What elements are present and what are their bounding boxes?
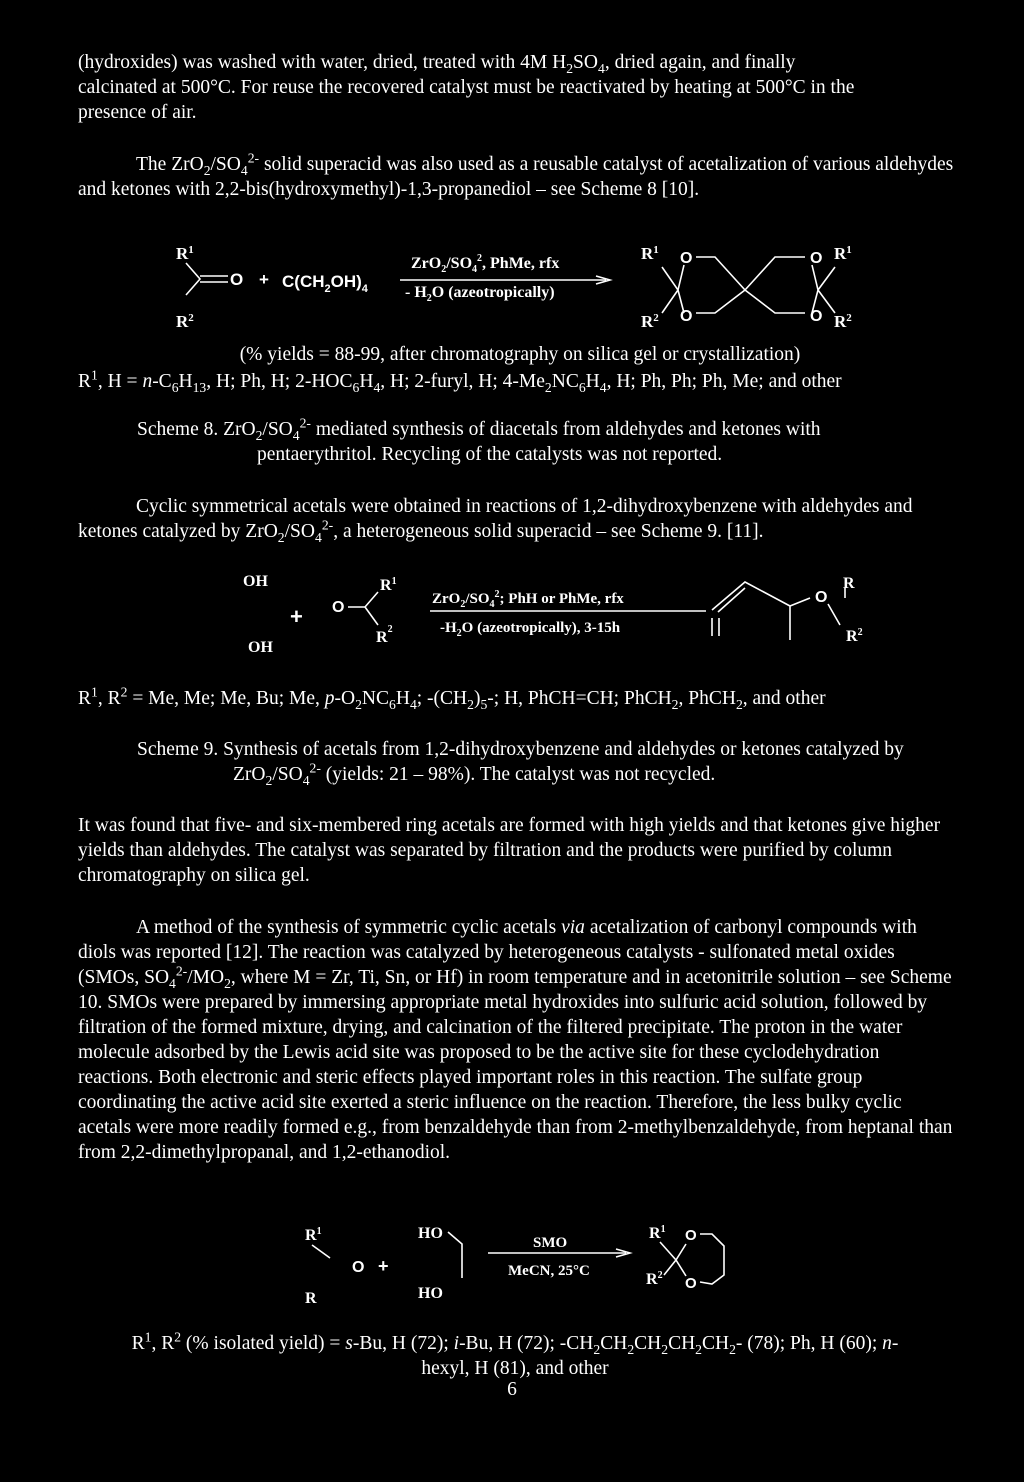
s10-plus: + <box>378 1256 389 1276</box>
s9-o: O <box>332 599 345 616</box>
s8-prod-r2-left: $R^2$ <box>641 312 659 331</box>
s10-o: O <box>352 1259 365 1276</box>
p1-text: calcinated at 500°C. For reuse the recovered catalyst must be reactivated by heating at 500°C in the <box>78 77 855 98</box>
s8-prod-r2-right: $R^2$ <box>834 312 852 331</box>
s8-r1: $R^1$ <box>176 244 194 263</box>
p2-text: solid superacid was also used as a reusable catalyst of acetalization of various aldehydes and ketones with 2,2-bis(hydroxymethyl)-1,3-propanediol – see Scheme 8 [10]. <box>78 154 954 200</box>
s9-r2: $R^2$ <box>376 624 393 646</box>
scheme-8-caption: Scheme 8. $ZrO_2/SO_4^{2-}$ mediated synthesis of diacetals from aldehydes and ketones with pentaerythritol. Recycling of the catalysts was not reported. <box>137 415 821 465</box>
s9-oh-top: OH <box>243 573 268 590</box>
s8-condition-bottom: - $H_2O$ (azeotropically) <box>405 284 555 304</box>
s8-plus: + <box>259 270 269 289</box>
p1-sub: 4 <box>597 60 605 76</box>
p2-sub: 2 <box>203 162 211 178</box>
p2-sup: 2- <box>247 150 260 166</box>
s9-plus: + <box>290 604 303 629</box>
s8-prod-o1: O <box>680 250 693 267</box>
s10-r1: $R^1$ <box>305 1226 322 1244</box>
s10-prod-r2: $R^2$ <box>646 1270 663 1288</box>
s8-condition-top: $ZrO_2/SO_4^2$, PhMe, rfx <box>411 253 560 275</box>
s9-condition-top: $ZrO_2/SO_4^2$; PhH or PhMe, rfx <box>432 589 624 610</box>
s10-r1-bond <box>312 1245 330 1258</box>
s10-condition-bottom: MeCN, 25°C <box>508 1263 590 1279</box>
s10-ho-top: HO <box>418 1225 443 1242</box>
paragraph-2 <box>78 152 958 202</box>
s9-substituents: $R^1$, $R^2 = Me$, Me; Me, Bu; Me, $p-O_2NC_6H_4$; $-(CH_2)_5-$; H, PhCH=CH; PhCH$_2$, PhCH$_2$, and other <box>78 684 826 712</box>
s10-substituents: $R^1$, $R^2$ (% isolated yield) = s-Bu, H (72); i-Bu, H (72); $-CH_2CH_2CH_2CH_2CH_2-$ (78); Ph, H (60); n- hexyl, H (81), and other <box>131 1329 899 1379</box>
page-number: 6 <box>507 1379 517 1400</box>
s8-prod-o4: O <box>810 308 823 325</box>
p2-text: /SO <box>210 154 241 175</box>
s9-oh-bottom: OH <box>248 639 273 656</box>
scheme-9-caption: Scheme 9. Synthesis of acetals from 1,2-dihydroxybenzene and aldehydes or ketones catalyzed by $ZrO_2/SO_4^{2-}$ (yields: 21 – 98%). The catalyst was not recycled. <box>137 739 904 788</box>
s8-prod-r1-right: $R^1$ <box>834 244 852 263</box>
s10-prod-o-top: O <box>685 1227 697 1244</box>
p2-sub: 4 <box>240 162 248 178</box>
paragraph-1 <box>78 50 958 125</box>
s9-carbonyl-bonds <box>348 592 378 625</box>
s10-prod-o-bottom: O <box>685 1275 697 1292</box>
scheme-9-diagram <box>0 570 1024 670</box>
s8-carbonyl-o: O <box>230 270 244 289</box>
s9-product-r: R <box>843 575 855 592</box>
s8-yields: (% yields = 88-99, after chromatography on silica gel or crystallization) <box>239 344 801 365</box>
scheme-8-diagram <box>0 235 1024 335</box>
s8-r2: $R^2$ <box>176 312 194 331</box>
s8-prod-o3: O <box>810 250 823 267</box>
paragraph-3: Cyclic symmetrical acetals were obtained in reactions of 1,2-dihydroxybenzene with aldehydes and ketones catalyzed by $ZrO_2/SO_4^{2-}$, a heterogeneous solid superacid – see Scheme 9. [11]. <box>78 496 913 545</box>
s9-r1: $R^1$ <box>380 576 397 594</box>
s8-carbonyl-bonds <box>186 263 200 295</box>
s9-product-r2: $R^2$ <box>846 627 863 645</box>
s10-diol-bonds <box>448 1232 462 1278</box>
s10-prod-r1: $R^1$ <box>649 1224 666 1242</box>
paragraph-4: It was found that five- and six-membered ring acetals are formed with high yields and that ketones give higher yields than aldehydes. The catalyst was separated by filtration and the products were purified by column chromatography on silica gel. <box>78 815 941 886</box>
p2-text: The ZrO <box>136 154 204 175</box>
p1-sub: 2 <box>566 60 574 76</box>
p1-text: , dried again, and finally <box>604 52 796 73</box>
scheme-10-diagram <box>0 1220 1024 1310</box>
p1-text: presence of air. <box>78 102 197 123</box>
s8-prod-o2: O <box>680 308 693 325</box>
s10-r: R <box>305 1290 317 1307</box>
s8-substituents: $R^1$, $H = n-C_6H_{13}$, H; Ph, H; $2-HOC_6H_4$, H; 2-furyl, H; $4-Me_2NC_6H_4$, H; Ph, Ph; Ph, Me; and other <box>78 367 842 395</box>
s9-condition-bottom: $-H_2O$ (azeotropically), 3-15h <box>440 620 621 639</box>
paragraph-5: A method of the synthesis of symmetric cyclic acetals via acetalization of carbonyl compounds with diols was reported [12]. The reaction was catalyzed by heterogeneous catalysts - sulfonated metal oxides (SMOs, $SO_4^{2-}/MO_2$, where M = Zr, Ti, Sn, or Hf) in room temperature and in acetonitrile solution – see Scheme 10. SMOs were prepared by immersing appropriate metal hydroxides into sulfuric acid solution, followed by filtration of the formed mixture, drying, and calcination of the filtered precipitate. The proton in the water molecule adsorbed by the Lewis acid site was proposed to be the active site for these cyclodehydration reactions. Both electronic and steric effects played important roles in this reaction. The sulfate group coordinating the active acid site exerted a steric influence on the reaction. Therefore, the less bulky cyclic acetals were more readily formed e.g., from benzaldehyde than from 2-methylbenzaldehyde, from heptanal than from 2,2-dimethylpropanal, and 1,2-ethanodiol. <box>78 917 953 1163</box>
p1-text: (hydroxides) was washed with water, dried, treated with 4M H <box>78 52 567 73</box>
s10-ho-bottom: HO <box>418 1285 443 1302</box>
s8-prod-r1-left: $R^1$ <box>641 244 659 263</box>
s8-reagent: $C(CH_2OH)_4$ <box>282 272 368 295</box>
s10-condition-top: SMO <box>533 1235 568 1251</box>
s9-product-o: O <box>815 589 828 606</box>
p1-text: SO <box>573 52 598 73</box>
